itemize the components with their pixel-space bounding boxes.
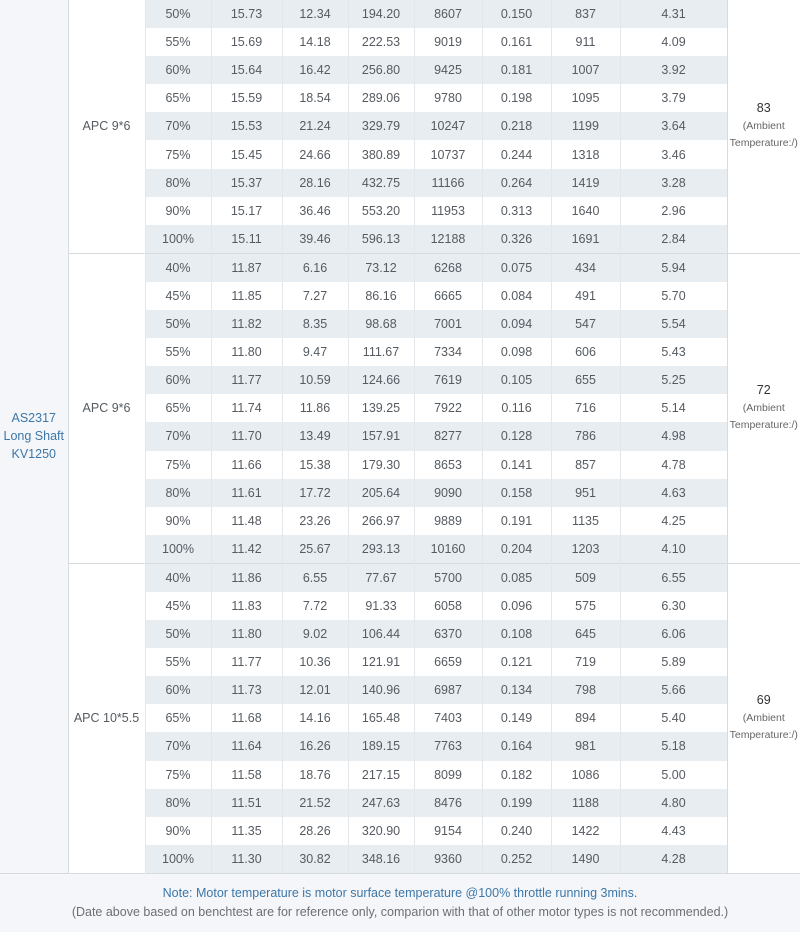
data-cell: 509 (551, 563, 620, 592)
table-footer (0, 873, 800, 932)
data-cell: 11.61 (211, 479, 282, 507)
data-cell: 98.68 (348, 310, 414, 338)
data-cell: 9780 (414, 84, 482, 112)
data-cell: 179.30 (348, 451, 414, 479)
data-cell: 222.53 (348, 28, 414, 56)
data-cell: 0.182 (482, 761, 551, 789)
data-cell: 11.77 (211, 366, 282, 394)
data-cell: 10160 (414, 535, 482, 564)
data-cell: 11.51 (211, 789, 282, 817)
data-cell: 55% (145, 648, 211, 676)
data-cell: 11166 (414, 169, 482, 197)
data-cell: 837 (551, 0, 620, 28)
data-cell: 55% (145, 28, 211, 56)
data-cell: 10737 (414, 140, 482, 168)
data-cell: 256.80 (348, 56, 414, 84)
data-cell: 70% (145, 732, 211, 760)
data-cell: 5.94 (620, 253, 727, 282)
data-cell: 432.75 (348, 169, 414, 197)
data-cell: 8099 (414, 761, 482, 789)
data-cell: 217.15 (348, 761, 414, 789)
data-cell: 857 (551, 451, 620, 479)
temperature-value: 83 (728, 101, 800, 115)
ambient-temperature-label: Temperature:/) (728, 727, 800, 744)
data-cell: 23.26 (282, 507, 348, 535)
data-cell: 951 (551, 479, 620, 507)
data-cell: 3.46 (620, 140, 727, 168)
data-cell: 80% (145, 169, 211, 197)
data-cell: 4.63 (620, 479, 727, 507)
data-cell: 9090 (414, 479, 482, 507)
data-cell: 7922 (414, 394, 482, 422)
data-cell: 111.67 (348, 338, 414, 366)
data-cell: 1691 (551, 225, 620, 254)
table-row (0, 253, 800, 282)
table-row (0, 0, 800, 28)
data-cell: 4.98 (620, 422, 727, 450)
data-cell: 106.44 (348, 620, 414, 648)
data-cell: 100% (145, 535, 211, 564)
propeller-cell: APC 9*6 (68, 253, 145, 563)
data-cell: 11.86 (282, 394, 348, 422)
data-cell: 11.35 (211, 817, 282, 845)
data-cell: 77.67 (348, 563, 414, 592)
data-cell: 15.64 (211, 56, 282, 84)
data-cell: 8277 (414, 422, 482, 450)
data-cell: 18.76 (282, 761, 348, 789)
data-cell: 4.10 (620, 535, 727, 564)
data-cell: 247.63 (348, 789, 414, 817)
ambient-temperature-cell (727, 0, 800, 253)
data-cell: 1135 (551, 507, 620, 535)
data-cell: 65% (145, 84, 211, 112)
data-cell: 6.16 (282, 253, 348, 282)
data-cell: 0.161 (482, 28, 551, 56)
data-cell: 0.158 (482, 479, 551, 507)
data-cell: 596.13 (348, 225, 414, 254)
data-cell: 289.06 (348, 84, 414, 112)
data-cell: 1640 (551, 197, 620, 225)
data-cell: 11.82 (211, 310, 282, 338)
data-cell: 0.085 (482, 563, 551, 592)
data-cell: 16.26 (282, 732, 348, 760)
data-cell: 4.25 (620, 507, 727, 535)
data-cell: 9.02 (282, 620, 348, 648)
data-cell: 7.72 (282, 592, 348, 620)
data-cell: 2.84 (620, 225, 727, 254)
data-cell: 8.35 (282, 310, 348, 338)
data-cell: 11.80 (211, 338, 282, 366)
data-cell: 5.40 (620, 704, 727, 732)
data-cell: 7.27 (282, 282, 348, 310)
data-cell: 266.97 (348, 507, 414, 535)
data-cell: 293.13 (348, 535, 414, 564)
data-cell: 320.90 (348, 817, 414, 845)
data-cell: 0.264 (482, 169, 551, 197)
data-cell: 90% (145, 507, 211, 535)
data-cell: 0.150 (482, 0, 551, 28)
data-cell: 894 (551, 704, 620, 732)
data-cell: 40% (145, 253, 211, 282)
data-cell: 13.49 (282, 422, 348, 450)
data-cell: 911 (551, 28, 620, 56)
propeller-cell: APC 9*6 (68, 0, 145, 253)
data-cell: 15.69 (211, 28, 282, 56)
data-cell: 1095 (551, 84, 620, 112)
data-cell: 0.096 (482, 592, 551, 620)
data-cell: 1419 (551, 169, 620, 197)
data-cell: 10.59 (282, 366, 348, 394)
data-cell: 12.01 (282, 676, 348, 704)
data-cell: 70% (145, 422, 211, 450)
ambient-temperature-label: Temperature:/) (728, 135, 800, 152)
data-cell: 606 (551, 338, 620, 366)
ambient-temperature-label: (Ambient (728, 710, 800, 727)
table-row (0, 563, 800, 592)
data-cell: 12.34 (282, 0, 348, 28)
data-cell: 80% (145, 789, 211, 817)
data-cell: 0.098 (482, 338, 551, 366)
data-cell: 11.30 (211, 845, 282, 873)
data-cell: 8476 (414, 789, 482, 817)
data-cell: 0.191 (482, 507, 551, 535)
data-cell: 75% (145, 451, 211, 479)
data-cell: 21.52 (282, 789, 348, 817)
data-cell: 45% (145, 282, 211, 310)
data-cell: 0.105 (482, 366, 551, 394)
data-cell: 11.66 (211, 451, 282, 479)
reference-disclaimer: (Date above based on benchtest are for reference only, comparion with that of other motor types is not recommended.) (0, 905, 800, 919)
data-cell: 15.38 (282, 451, 348, 479)
data-cell: 15.45 (211, 140, 282, 168)
data-cell: 7619 (414, 366, 482, 394)
data-cell: 11.80 (211, 620, 282, 648)
data-cell: 655 (551, 366, 620, 394)
data-cell: 9.47 (282, 338, 348, 366)
data-cell: 18.54 (282, 84, 348, 112)
data-cell: 4.09 (620, 28, 727, 56)
data-cell: 7334 (414, 338, 482, 366)
data-cell: 1318 (551, 140, 620, 168)
data-cell: 8653 (414, 451, 482, 479)
data-cell: 11.68 (211, 704, 282, 732)
data-cell: 11.42 (211, 535, 282, 564)
data-cell: 6665 (414, 282, 482, 310)
data-cell: 348.16 (348, 845, 414, 873)
data-cell: 3.79 (620, 84, 727, 112)
data-cell: 100% (145, 225, 211, 254)
data-cell: 50% (145, 620, 211, 648)
data-cell: 139.25 (348, 394, 414, 422)
data-cell: 11.85 (211, 282, 282, 310)
data-cell: 6370 (414, 620, 482, 648)
data-cell: 0.128 (482, 422, 551, 450)
data-cell: 28.16 (282, 169, 348, 197)
data-cell: 0.199 (482, 789, 551, 817)
data-cell: 4.80 (620, 789, 727, 817)
data-cell: 11.83 (211, 592, 282, 620)
data-cell: 0.141 (482, 451, 551, 479)
data-cell: 329.79 (348, 112, 414, 140)
data-cell: 1203 (551, 535, 620, 564)
data-cell: 6.30 (620, 592, 727, 620)
data-cell: 719 (551, 648, 620, 676)
temperature-value: 72 (728, 383, 800, 397)
data-cell: 0.108 (482, 620, 551, 648)
data-cell: 5.43 (620, 338, 727, 366)
data-cell: 70% (145, 112, 211, 140)
data-cell: 100% (145, 845, 211, 873)
data-cell: 11.77 (211, 648, 282, 676)
data-cell: 6058 (414, 592, 482, 620)
data-cell: 205.64 (348, 479, 414, 507)
data-cell: 50% (145, 310, 211, 338)
data-cell: 11.74 (211, 394, 282, 422)
data-cell: 24.66 (282, 140, 348, 168)
data-cell: 5700 (414, 563, 482, 592)
data-cell: 10247 (414, 112, 482, 140)
data-cell: 25.67 (282, 535, 348, 564)
data-cell: 4.78 (620, 451, 727, 479)
data-cell: 39.46 (282, 225, 348, 254)
data-cell: 14.16 (282, 704, 348, 732)
data-cell: 14.18 (282, 28, 348, 56)
data-cell: 17.72 (282, 479, 348, 507)
data-cell: 55% (145, 338, 211, 366)
data-cell: 4.28 (620, 845, 727, 873)
data-cell: 0.084 (482, 282, 551, 310)
data-cell: 4.43 (620, 817, 727, 845)
data-cell: 40% (145, 563, 211, 592)
data-cell: 194.20 (348, 0, 414, 28)
data-cell: 75% (145, 140, 211, 168)
data-cell: 5.00 (620, 761, 727, 789)
data-cell: 1422 (551, 817, 620, 845)
data-cell: 786 (551, 422, 620, 450)
data-cell: 0.149 (482, 704, 551, 732)
data-cell: 10.36 (282, 648, 348, 676)
data-cell: 981 (551, 732, 620, 760)
ambient-temperature-label: (Ambient (728, 400, 800, 417)
data-cell: 5.66 (620, 676, 727, 704)
data-cell: 645 (551, 620, 620, 648)
data-cell: 0.204 (482, 535, 551, 564)
data-cell: 11.70 (211, 422, 282, 450)
data-cell: 9360 (414, 845, 482, 873)
data-cell: 2.96 (620, 197, 727, 225)
data-cell: 6.55 (620, 563, 727, 592)
data-cell: 45% (145, 592, 211, 620)
data-cell: 9889 (414, 507, 482, 535)
data-cell: 3.64 (620, 112, 727, 140)
data-cell: 165.48 (348, 704, 414, 732)
data-cell: 434 (551, 253, 620, 282)
data-cell: 716 (551, 394, 620, 422)
ambient-temperature-cell (727, 563, 800, 873)
data-cell: 1188 (551, 789, 620, 817)
data-cell: 15.59 (211, 84, 282, 112)
data-cell: 90% (145, 197, 211, 225)
data-cell: 380.89 (348, 140, 414, 168)
data-cell: 5.54 (620, 310, 727, 338)
data-cell: 91.33 (348, 592, 414, 620)
temperature-note: Note: Motor temperature is motor surface temperature @100% throttle running 3mins. (0, 886, 800, 900)
data-cell: 8607 (414, 0, 482, 28)
data-cell: 75% (145, 761, 211, 789)
data-cell: 11.87 (211, 253, 282, 282)
data-cell: 73.12 (348, 253, 414, 282)
data-cell: 9019 (414, 28, 482, 56)
data-cell: 3.28 (620, 169, 727, 197)
data-cell: 60% (145, 56, 211, 84)
data-cell: 28.26 (282, 817, 348, 845)
data-cell: 15.73 (211, 0, 282, 28)
data-cell: 6659 (414, 648, 482, 676)
data-cell: 65% (145, 394, 211, 422)
data-cell: 86.16 (348, 282, 414, 310)
data-cell: 15.37 (211, 169, 282, 197)
data-cell: 11.48 (211, 507, 282, 535)
data-cell: 5.70 (620, 282, 727, 310)
data-cell: 15.53 (211, 112, 282, 140)
data-cell: 0.181 (482, 56, 551, 84)
data-cell: 491 (551, 282, 620, 310)
data-cell: 553.20 (348, 197, 414, 225)
data-cell: 6987 (414, 676, 482, 704)
data-cell: 11.86 (211, 563, 282, 592)
data-cell: 90% (145, 817, 211, 845)
data-cell: 7001 (414, 310, 482, 338)
data-cell: 6.06 (620, 620, 727, 648)
data-cell: 0.134 (482, 676, 551, 704)
data-cell: 36.46 (282, 197, 348, 225)
data-cell: 0.116 (482, 394, 551, 422)
data-cell: 5.89 (620, 648, 727, 676)
data-cell: 0.094 (482, 310, 551, 338)
data-cell: 7763 (414, 732, 482, 760)
data-cell: 65% (145, 704, 211, 732)
data-cell: 3.92 (620, 56, 727, 84)
data-cell: 7403 (414, 704, 482, 732)
data-cell: 1199 (551, 112, 620, 140)
data-cell: 80% (145, 479, 211, 507)
data-cell: 11.64 (211, 732, 282, 760)
motor-model-line: KV1250 (0, 445, 68, 463)
data-cell: 0.198 (482, 84, 551, 112)
data-cell: 1490 (551, 845, 620, 873)
motor-model-line: AS2317 (0, 409, 68, 427)
data-cell: 11953 (414, 197, 482, 225)
data-cell: 157.91 (348, 422, 414, 450)
temperature-value: 69 (728, 693, 800, 707)
motor-model-cell (0, 0, 68, 873)
data-cell: 575 (551, 592, 620, 620)
data-cell: 547 (551, 310, 620, 338)
data-cell: 0.313 (482, 197, 551, 225)
data-cell: 12188 (414, 225, 482, 254)
data-cell: 5.14 (620, 394, 727, 422)
data-cell: 4.31 (620, 0, 727, 28)
data-cell: 16.42 (282, 56, 348, 84)
data-cell: 0.075 (482, 253, 551, 282)
data-cell: 0.164 (482, 732, 551, 760)
data-cell: 1007 (551, 56, 620, 84)
data-cell: 121.91 (348, 648, 414, 676)
data-cell: 6268 (414, 253, 482, 282)
data-cell: 11.58 (211, 761, 282, 789)
data-cell: 798 (551, 676, 620, 704)
data-cell: 11.73 (211, 676, 282, 704)
data-cell: 0.252 (482, 845, 551, 873)
data-cell: 50% (145, 0, 211, 28)
data-cell: 0.244 (482, 140, 551, 168)
data-cell: 1086 (551, 761, 620, 789)
motor-model-line: Long Shaft (0, 427, 68, 445)
data-cell: 15.17 (211, 197, 282, 225)
data-cell: 60% (145, 366, 211, 394)
data-cell: 189.15 (348, 732, 414, 760)
data-cell: 124.66 (348, 366, 414, 394)
data-cell: 6.55 (282, 563, 348, 592)
data-cell: 0.218 (482, 112, 551, 140)
ambient-temperature-cell (727, 253, 800, 563)
ambient-temperature-label: (Ambient (728, 118, 800, 135)
data-cell: 21.24 (282, 112, 348, 140)
data-cell: 30.82 (282, 845, 348, 873)
data-cell: 9425 (414, 56, 482, 84)
data-cell: 5.18 (620, 732, 727, 760)
data-cell: 0.240 (482, 817, 551, 845)
data-cell: 0.326 (482, 225, 551, 254)
data-cell: 5.25 (620, 366, 727, 394)
data-cell: 140.96 (348, 676, 414, 704)
ambient-temperature-label: Temperature:/) (728, 417, 800, 434)
data-cell: 0.121 (482, 648, 551, 676)
data-cell: 15.11 (211, 225, 282, 254)
data-cell: 9154 (414, 817, 482, 845)
data-cell: 60% (145, 676, 211, 704)
propeller-cell: APC 10*5.5 (68, 563, 145, 873)
